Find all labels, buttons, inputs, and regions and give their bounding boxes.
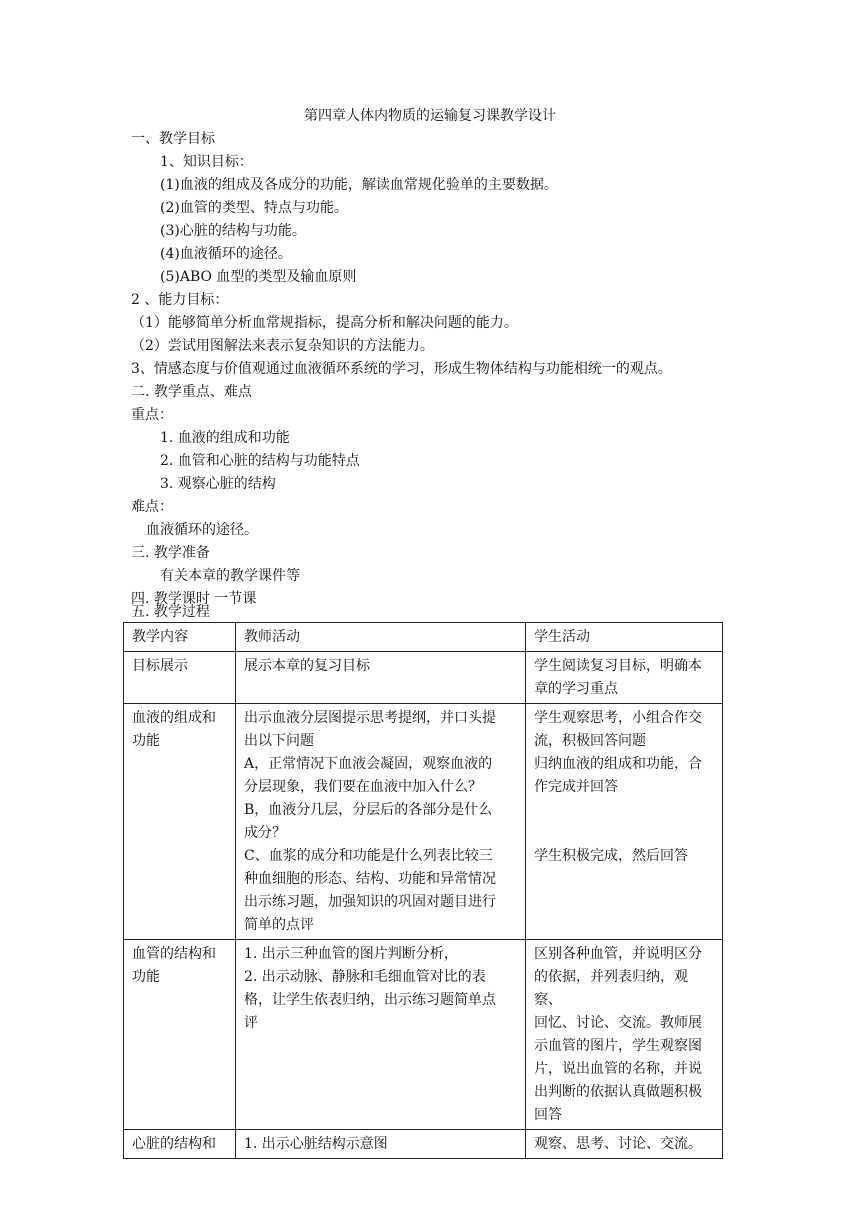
content-cell — [124, 652, 236, 704]
cell-line: 功能 — [132, 733, 160, 749]
cell-line: 回忆、讨论、交流。教师展 — [534, 1015, 702, 1031]
cell-line: 章的学习重点 — [534, 681, 618, 697]
student-cell — [526, 652, 723, 704]
difficult-points-label: 难点： — [131, 499, 173, 515]
cell-line: 学生阅读复习目标，明确本 — [534, 658, 702, 674]
table-header-cell: 学生活动 — [526, 623, 723, 652]
table-row — [124, 1130, 723, 1159]
cell-line: 格，让学生依表归纳，出示练习题简单点 — [244, 992, 496, 1008]
knowledge-goal-item: (5)ABO 血型的类型及输血原则 — [160, 269, 357, 285]
table-header-row — [124, 623, 723, 652]
cell-spacer — [534, 822, 714, 845]
content-cell — [124, 940, 236, 1130]
cell-line: 学生观察思考，小组合作交 — [534, 710, 702, 726]
table-row — [124, 704, 723, 940]
cell-line: 简单的点评 — [244, 917, 314, 933]
section-2-heading: 二. 教学重点、难点 — [131, 384, 252, 400]
cell-line: 出示练习题，加强知识的巩固对题目进行 — [244, 894, 496, 910]
cell-line: 评 — [244, 1015, 258, 1031]
table-row — [124, 940, 723, 1130]
knowledge-goal-item: (2)血管的类型、特点与功能。 — [160, 200, 348, 216]
cell-line: 流，积极回答问题 — [534, 733, 646, 749]
cell-line: 出判断的依据认真做题积极 — [534, 1084, 702, 1100]
cell-line: A，正常情况下血液会凝固，观察血液的 — [244, 756, 493, 772]
teacher-cell — [236, 1130, 526, 1159]
cell-line: 作完成并回答 — [534, 779, 618, 795]
cell-line: 观察、思考、讨论、交流。 — [534, 1136, 702, 1152]
content-cell — [124, 704, 236, 940]
teacher-cell — [236, 940, 526, 1130]
teacher-cell — [236, 652, 526, 704]
table-header-cell: 教师活动 — [236, 623, 526, 652]
cell-line: 片，说出血管的名称，并说 — [534, 1061, 702, 1077]
ability-goal-item: （1）能够简单分析血常规指标，提高分析和解决问题的能力。 — [131, 315, 518, 331]
section-1-heading: 一、教学目标 — [131, 131, 215, 147]
key-point-item: 1. 血液的组成和功能 — [160, 430, 290, 446]
cell-line: 的依据，并列表归纳，观察、 — [534, 969, 688, 1008]
key-point-item: 2. 血管和心脏的结构与功能特点 — [160, 453, 360, 469]
cell-line: C、血浆的成分和功能是什么列表比较三 — [244, 848, 493, 864]
section-5-heading: 五. 教学过程 — [131, 604, 210, 620]
key-points-label: 重点： — [131, 407, 173, 423]
cell-line: 出以下问题 — [244, 733, 314, 749]
knowledge-goals-label: 1、知识目标： — [160, 154, 253, 170]
student-cell — [526, 940, 723, 1130]
cell-line: 归纳血液的组成和功能，合 — [534, 756, 702, 772]
document-title: 第四章人体内物质的运输复习课教学设计 — [304, 108, 556, 124]
cell-line: B，血液分几层，分层后的各部分是什么 — [244, 802, 493, 818]
cell-line: 分层现象，我们要在血液中加入什么？ — [244, 779, 482, 795]
emotion-goal: 3、情感态度与价值观通过血液循环系统的学习，形成生物体结构与功能相统一的观点。 — [131, 361, 672, 377]
cell-line: 2. 出示动脉、静脉和毛细血管对比的表 — [244, 969, 486, 985]
cell-line: 心脏的结构和 — [132, 1136, 216, 1152]
cell-line: 种血细胞的形态、结构、功能和异常情况 — [244, 871, 496, 887]
cell-line: 回答 — [534, 1107, 562, 1123]
cell-line: 学生积极完成，然后回答 — [534, 848, 688, 864]
cell-line: 示血管的图片，学生观察图 — [534, 1038, 702, 1054]
preparation-item: 有关本章的教学课件等 — [160, 568, 300, 584]
student-cell — [526, 704, 723, 940]
cell-line: 1. 出示三种血管的图片判断分析， — [244, 946, 458, 962]
cell-line: 区别各种血管，并说明区分 — [534, 946, 702, 962]
cell-line: 功能 — [132, 969, 160, 985]
difficult-point-item: 血液循环的途径。 — [146, 522, 258, 538]
content-cell — [124, 1130, 236, 1159]
cell-line: 1. 出示心脏结构示意图 — [244, 1136, 388, 1152]
teacher-cell — [236, 704, 526, 940]
table-row — [124, 652, 723, 704]
knowledge-goal-item: (4)血液循环的途径。 — [160, 246, 292, 262]
cell-line: 展示本章的复习目标 — [244, 658, 370, 674]
ability-goal-item: （2）尝试用图解法来表示复杂知识的方法能力。 — [131, 338, 434, 354]
cell-line: 出示血液分层图提示思考提纲，并口头提 — [244, 710, 496, 726]
teaching-process-table — [123, 622, 723, 1159]
cell-line: 成分？ — [244, 825, 286, 841]
ability-goals-label: 2 、能力目标： — [131, 292, 229, 308]
cell-line: 血液的组成和 — [132, 710, 216, 726]
key-point-item: 3. 观察心脏的结构 — [160, 476, 276, 492]
cell-spacer — [534, 799, 714, 822]
cell-line: 血管的结构和 — [132, 946, 216, 962]
knowledge-goal-item: (1)血液的组成及各成分的功能，解读血常规化验单的主要数据。 — [160, 177, 558, 193]
section-4-heading: 四. 教学课时 一节课 — [131, 591, 257, 607]
section-3-heading: 三. 教学准备 — [131, 545, 210, 561]
table-header-cell: 教学内容 — [124, 623, 236, 652]
knowledge-goal-item: (3)心脏的结构与功能。 — [160, 223, 306, 239]
cell-line: 目标展示 — [132, 658, 188, 674]
student-cell — [526, 1130, 723, 1159]
